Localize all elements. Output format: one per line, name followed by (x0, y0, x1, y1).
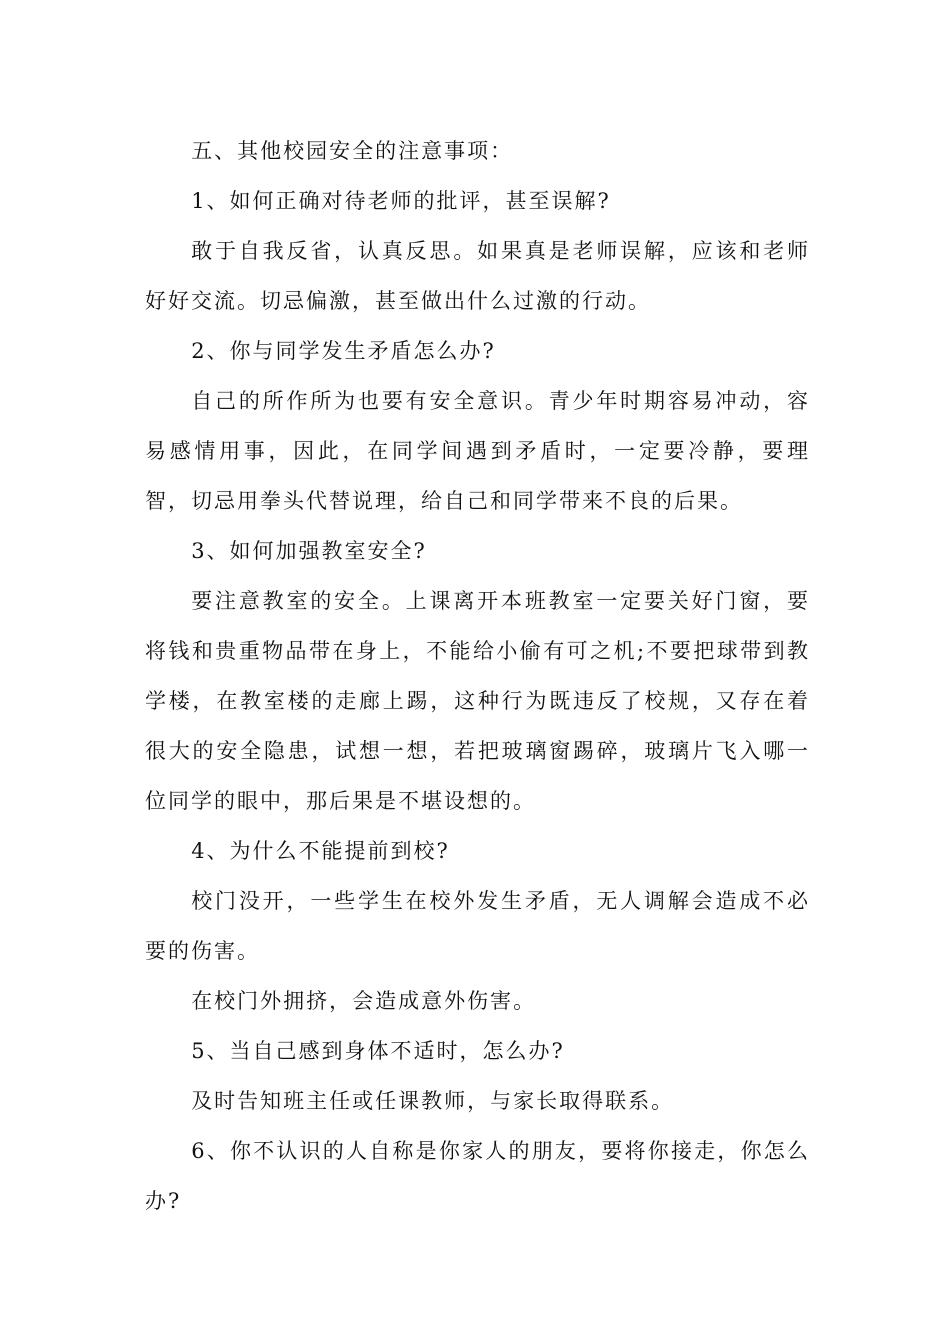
document-body (145, 126, 810, 1226)
section-heading: 五、其他校园安全的注意事项： (191, 139, 514, 163)
question-4: 4、为什么不能提前到校? (191, 839, 450, 863)
question-3: 3、如何加强教室安全? (191, 539, 427, 563)
answer-4-part-1: 校门没开，一些学生在校外发生矛盾，无人调解会造成不必要的伤害。 (145, 889, 810, 963)
answer-4-part-2: 在校门外拥挤，会造成意外伤害。 (191, 989, 537, 1013)
question-6: 6、你不认识的人自称是你家人的朋友，要将你接走，你怎么办? (145, 1139, 810, 1213)
answer-2: 自己的所作所为也要有安全意识。青少年时期容易冲动，容易感情用事，因此，在同学间遇到矛盾时，一定要冷静，要理智，切忌用拳头代替说理，给自己和同学带来不良的后果。 (145, 389, 810, 513)
question-2: 2、你与同学发生矛盾怎么办? (191, 339, 496, 363)
question-1: 1、如何正确对待老师的批评，甚至误解? (191, 189, 611, 213)
answer-1: 敢于自我反省，认真反思。如果真是老师误解，应该和老师好好交流。切忌偏激，甚至做出什么过激的行动。 (145, 239, 810, 313)
answer-3: 要注意教室的安全。上课离开本班教室一定要关好门窗，要将钱和贵重物品带在身上，不能给小偷有可之机;不要把球带到教学楼，在教室楼的走廊上踢，这种行为既违反了校规，又存在着很大的安全隐患，试想一想，若把玻璃窗踢碎，玻璃片飞入哪一位同学的眼中，那后果是不堪设想的。 (145, 589, 810, 813)
question-5: 5、当自己感到身体不适时，怎么办? (191, 1039, 565, 1063)
answer-5: 及时告知班主任或任课教师，与家长取得联系。 (191, 1089, 675, 1113)
